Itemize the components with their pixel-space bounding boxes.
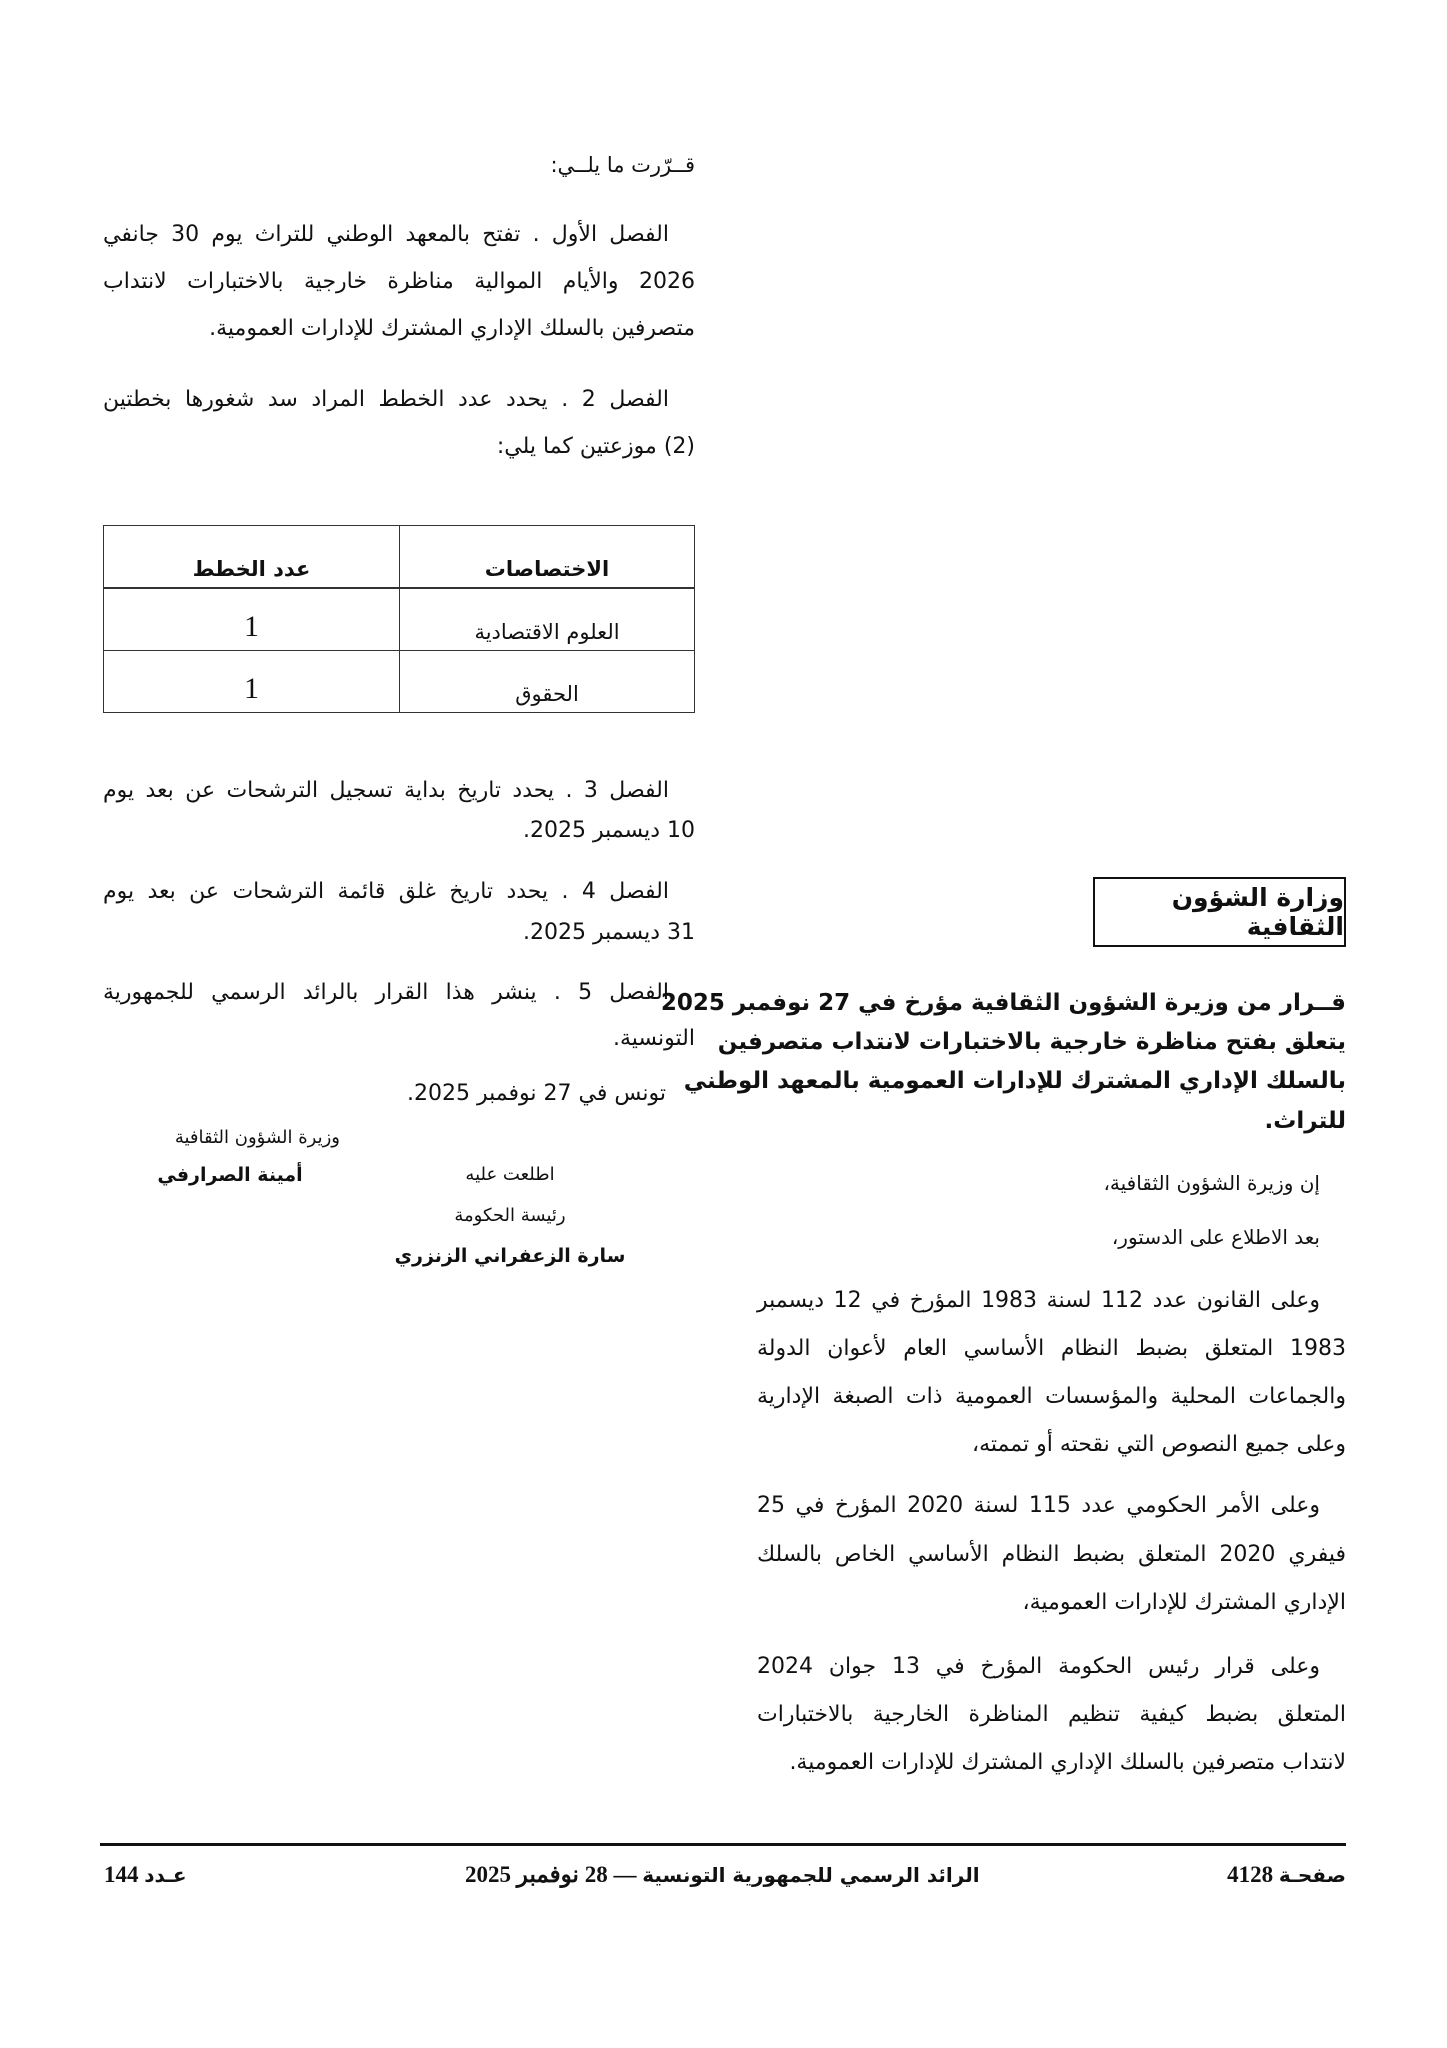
decree-title-line: قــرار من وزيرة الشؤون الثقافية مؤرخ في 27 نوفمبر 2025 xyxy=(660,990,1346,1016)
decree-title-line: بالسلك الإداري المشترك للإدارات العمومية بالمعهد الوطني xyxy=(683,1068,1346,1094)
seen-label: اطلعت عليه xyxy=(465,1164,555,1185)
article-1-line: متصرفين بالسلك الإداري المشترك للإدارات العمومية. xyxy=(209,316,695,341)
page-number: 4128 xyxy=(1227,1862,1274,1887)
journal-title: الرائد الرسمي للجمهورية التونسية xyxy=(642,1863,980,1887)
table-header-specialty: الاختصاصات xyxy=(400,526,695,589)
decision-2024-line: المتعلق بضبط كيفية تنظيم المناظرة الخارجية بالاختبارات xyxy=(757,1702,1346,1727)
table-header-count: عدد الخطط xyxy=(104,526,400,589)
preamble-intro: إن وزيرة الشؤون الثقافية، xyxy=(1103,1171,1320,1195)
decision-heading: قــرّرت ما يلــي: xyxy=(550,153,695,177)
order-2020-line: فيفري 2020 المتعلق بضبط النظام الأساسي الخاص بالسلك xyxy=(757,1542,1346,1567)
article-4-line: 31 ديسمبر 2025. xyxy=(522,920,695,945)
positions-table xyxy=(103,525,695,713)
law-1983-line: وعلى القانون عدد 112 لسنة 1983 المؤرخ في 12 ديسمبر xyxy=(757,1288,1320,1313)
ministry-heading-box xyxy=(1093,877,1346,947)
minister-title: وزيرة الشؤون الثقافية xyxy=(174,1127,340,1148)
article-5-line: الفصل 5 . ينشر هذا القرار بالرائد الرسمي للجمهورية xyxy=(103,980,669,1005)
pm-name: سارة الزعفراني الزنزري xyxy=(394,1245,626,1267)
preamble-constitution: بعد الاطلاع على الدستور، xyxy=(1111,1225,1320,1249)
article-3-line: الفصل 3 . يحدد تاريخ بداية تسجيل الترشحات عن بعد يوم xyxy=(103,778,669,803)
order-2020-line: الإداري المشترك للإدارات العمومية، xyxy=(1022,1590,1346,1615)
issue-date: 28 نوفمبر 2025 xyxy=(465,1862,608,1887)
footer-divider xyxy=(100,1843,1346,1846)
article-1-line: 2026 والأيام الموالية مناظرة خارجية بالاختبارات لانتداب xyxy=(103,269,695,294)
footer-journal xyxy=(465,1862,980,1888)
decree-title-line: يتعلق بفتح مناظرة خارجية بالاختبارات لانتداب متصرفين xyxy=(717,1029,1346,1055)
decision-2024-line: لانتداب متصرفين بالسلك الإداري المشترك للإدارات العمومية. xyxy=(789,1750,1346,1775)
footer-issue xyxy=(104,1862,187,1888)
article-5-line: التونسية. xyxy=(613,1026,695,1051)
table-cell-count: 1 xyxy=(104,588,400,651)
article-2-line: (2) موزعتين كما يلي: xyxy=(496,434,695,459)
article-3-line: 10 ديسمبر 2025. xyxy=(522,818,695,843)
table-row xyxy=(104,588,695,651)
footer-page xyxy=(1227,1862,1346,1888)
table-header-row xyxy=(104,526,695,589)
table-cell-count: 1 xyxy=(104,651,400,713)
law-1983-line: 1983 المتعلق بضبط النظام الأساسي العام لأعوان الدولة xyxy=(757,1336,1346,1361)
pm-title: رئيسة الحكومة xyxy=(454,1205,566,1226)
decree-title-line: للتراث. xyxy=(1264,1108,1346,1134)
minister-name: أمينة الصرارفي xyxy=(157,1164,303,1186)
footer-separator: — xyxy=(613,1862,637,1887)
article-1-line: الفصل الأول . تفتح بالمعهد الوطني للتراث يوم 30 جانفي xyxy=(103,222,669,247)
issue-label: عـدد xyxy=(144,1863,187,1887)
law-1983-line: وعلى جميع النصوص التي نقحته أو تممته، xyxy=(972,1432,1346,1457)
decision-2024-line: وعلى قرار رئيس الحكومة المؤرخ في 13 جوان 2024 xyxy=(757,1654,1320,1679)
article-2-line: الفصل 2 . يحدد عدد الخطط المراد سد شغورها بخطتين xyxy=(103,387,669,412)
table-cell-specialty: العلوم الاقتصادية xyxy=(400,588,695,651)
article-4-line: الفصل 4 . يحدد تاريخ غلق قائمة الترشحات عن بعد يوم xyxy=(103,879,669,904)
page-label: صفحـة xyxy=(1278,1863,1346,1887)
law-1983-line: والجماعات المحلية والمؤسسات العمومية ذات الصبغة الإدارية xyxy=(757,1384,1346,1409)
place-date: تونس في 27 نوفمبر 2025. xyxy=(407,1081,666,1106)
ministry-heading: وزارة الشؤون الثقافية xyxy=(1171,883,1344,941)
issue-number: 144 xyxy=(104,1862,139,1887)
table-cell-specialty: الحقوق xyxy=(400,651,695,713)
order-2020-line: وعلى الأمر الحكومي عدد 115 لسنة 2020 المؤرخ في 25 xyxy=(757,1493,1320,1518)
table-row xyxy=(104,651,695,713)
